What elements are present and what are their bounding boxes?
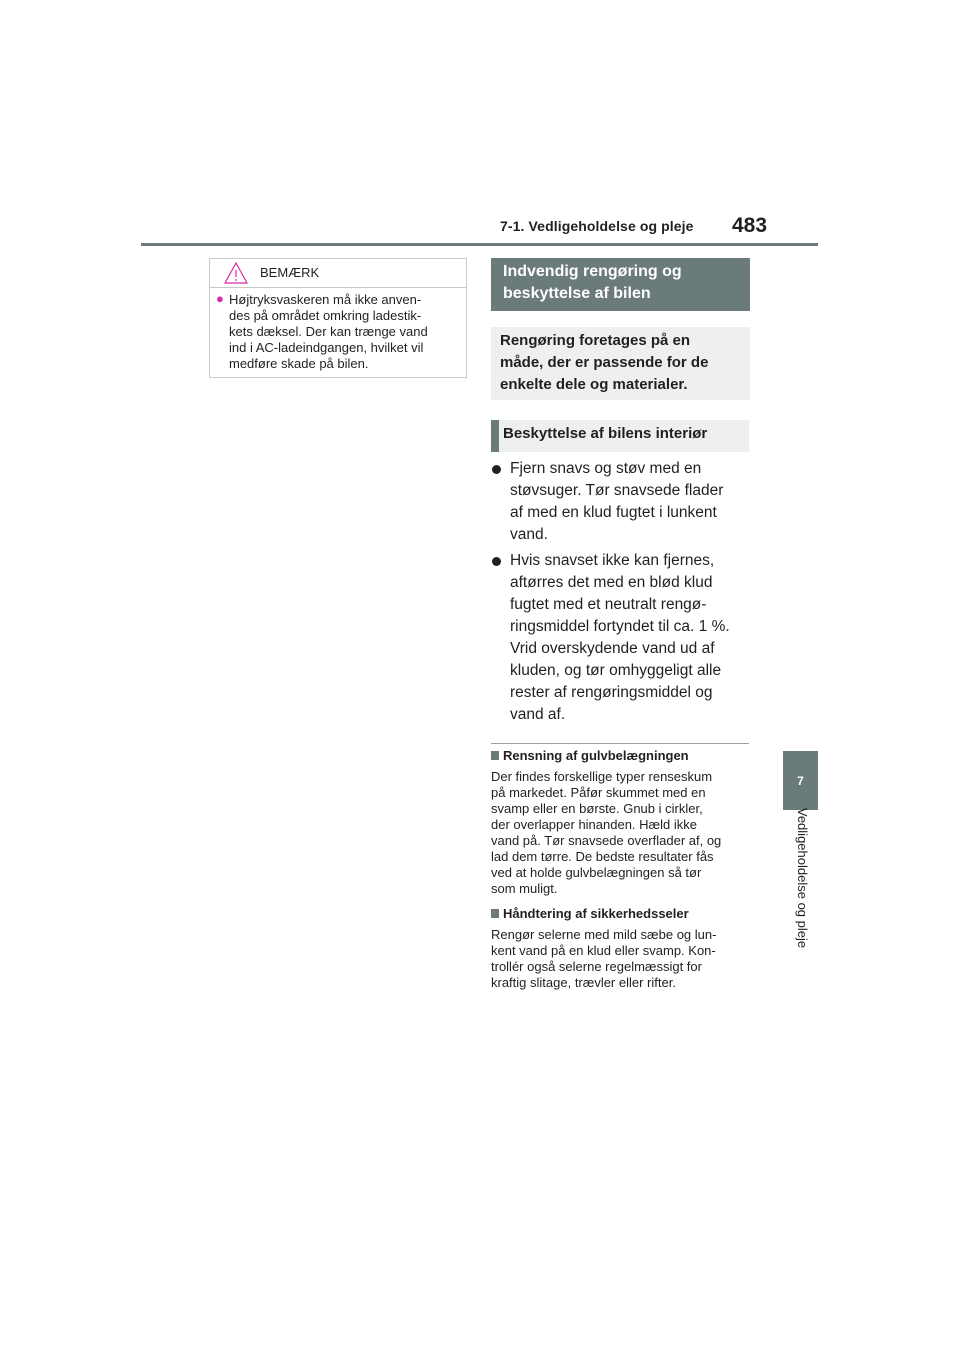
notice-line: kets dæksel. Der kan trænge vand bbox=[229, 324, 428, 339]
bullet-line: fugtet med et neutralt rengø- bbox=[510, 596, 707, 613]
notice-line: ind i AC-ladeindgangen, hvilket vil bbox=[229, 340, 424, 355]
notice-line: Højtryksvaskeren må ikke anven- bbox=[229, 292, 422, 307]
notes-divider bbox=[491, 743, 749, 744]
chapter-label: Vedligeholdelse og pleje bbox=[795, 807, 810, 949]
bullet-dot-icon bbox=[492, 465, 501, 474]
bullet-dot-icon bbox=[492, 557, 501, 566]
notice-header bbox=[210, 259, 466, 288]
intro-line: måde, der er passende for de bbox=[500, 354, 709, 371]
note-line: kent vand på en klud eller svamp. Kon- bbox=[491, 943, 716, 958]
note-title bbox=[491, 906, 689, 921]
notice-title: BEMÆRK bbox=[260, 265, 320, 280]
bullet-line: vand. bbox=[510, 526, 548, 543]
note-title-text: Håndtering af sikkerhedsseler bbox=[503, 906, 689, 921]
main-heading-line: Indvendig rengøring og bbox=[503, 263, 682, 280]
bullet-line: kluden, og tør omhyggeligt alle bbox=[510, 662, 722, 679]
note-line: trollér også selerne regelmæssigt for bbox=[491, 959, 702, 974]
bullet-line: aftørres det med en blød klud bbox=[510, 574, 713, 591]
square-bullet-icon bbox=[491, 909, 499, 918]
page-number: 483 bbox=[732, 214, 768, 237]
warning-triangle-icon bbox=[224, 262, 248, 284]
main-heading-line: beskyttelse af bilen bbox=[503, 285, 651, 302]
bullet-line: Hvis snavset ikke kan fjernes, bbox=[510, 552, 715, 569]
bullet-dot-icon: ● bbox=[216, 291, 224, 306]
note-line: ved at holde gulvbelægningen så tør bbox=[491, 865, 702, 880]
bullet-line: støvsuger. Tør snavsede flader bbox=[510, 482, 724, 499]
chapter-tab[interactable]: 7 bbox=[783, 751, 818, 810]
note-title bbox=[491, 748, 689, 763]
bullet-line: af med en klud fugtet i lunkent bbox=[510, 504, 717, 521]
note-line: der overlapper hinanden. Hæld ikke bbox=[491, 817, 697, 832]
section-title: 7-1. Vedligeholdelse og pleje bbox=[500, 218, 694, 234]
note-line: på markedet. Påfør skummet med en bbox=[491, 785, 706, 800]
header-divider bbox=[141, 243, 818, 246]
note-line: vand på. Tør snavsede overflader af, og bbox=[491, 833, 722, 848]
intro-line: Rengøring foretages på en bbox=[500, 332, 691, 349]
note-line: lad dem tørre. De bedste resultater fås bbox=[491, 849, 714, 864]
bullet-line: ringsmiddel fortyndet til ca. 1 %. bbox=[510, 618, 730, 635]
note-text bbox=[491, 769, 753, 897]
intro-line: enkelte dele og materialer. bbox=[500, 376, 688, 393]
bullet-line: Fjern snavs og støv med en bbox=[510, 460, 702, 477]
notice-line: des på området omkring ladestik- bbox=[229, 308, 422, 323]
notice-text bbox=[229, 292, 464, 372]
bullet-line: vand af. bbox=[510, 706, 566, 723]
note-line: Rengør selerne med mild sæbe og lun- bbox=[491, 927, 717, 942]
bullet-item bbox=[510, 458, 750, 546]
notice-box bbox=[209, 258, 467, 378]
intro-box bbox=[491, 327, 750, 400]
note-line: svamp eller en børste. Gnub i cirkler, bbox=[491, 801, 703, 816]
subheading bbox=[491, 420, 749, 452]
note-line: Der findes forskellige typer renseskum bbox=[491, 769, 713, 784]
square-bullet-icon bbox=[491, 751, 499, 760]
bullet-item bbox=[510, 550, 750, 726]
note-title-text: Rensning af gulvbelægningen bbox=[503, 748, 689, 763]
note-text bbox=[491, 927, 753, 991]
notice-line: medføre skade på bilen. bbox=[229, 356, 369, 371]
subheading-text: Beskyttelse af bilens interiør bbox=[503, 425, 708, 442]
note-line: som muligt. bbox=[491, 881, 558, 896]
bullet-line: Vrid overskydende vand ud af bbox=[510, 640, 715, 657]
note-line: kraftig slitage, trævler eller rifter. bbox=[491, 975, 676, 990]
main-heading bbox=[491, 258, 750, 311]
bullet-line: rester af rengøringsmiddel og bbox=[510, 684, 713, 701]
